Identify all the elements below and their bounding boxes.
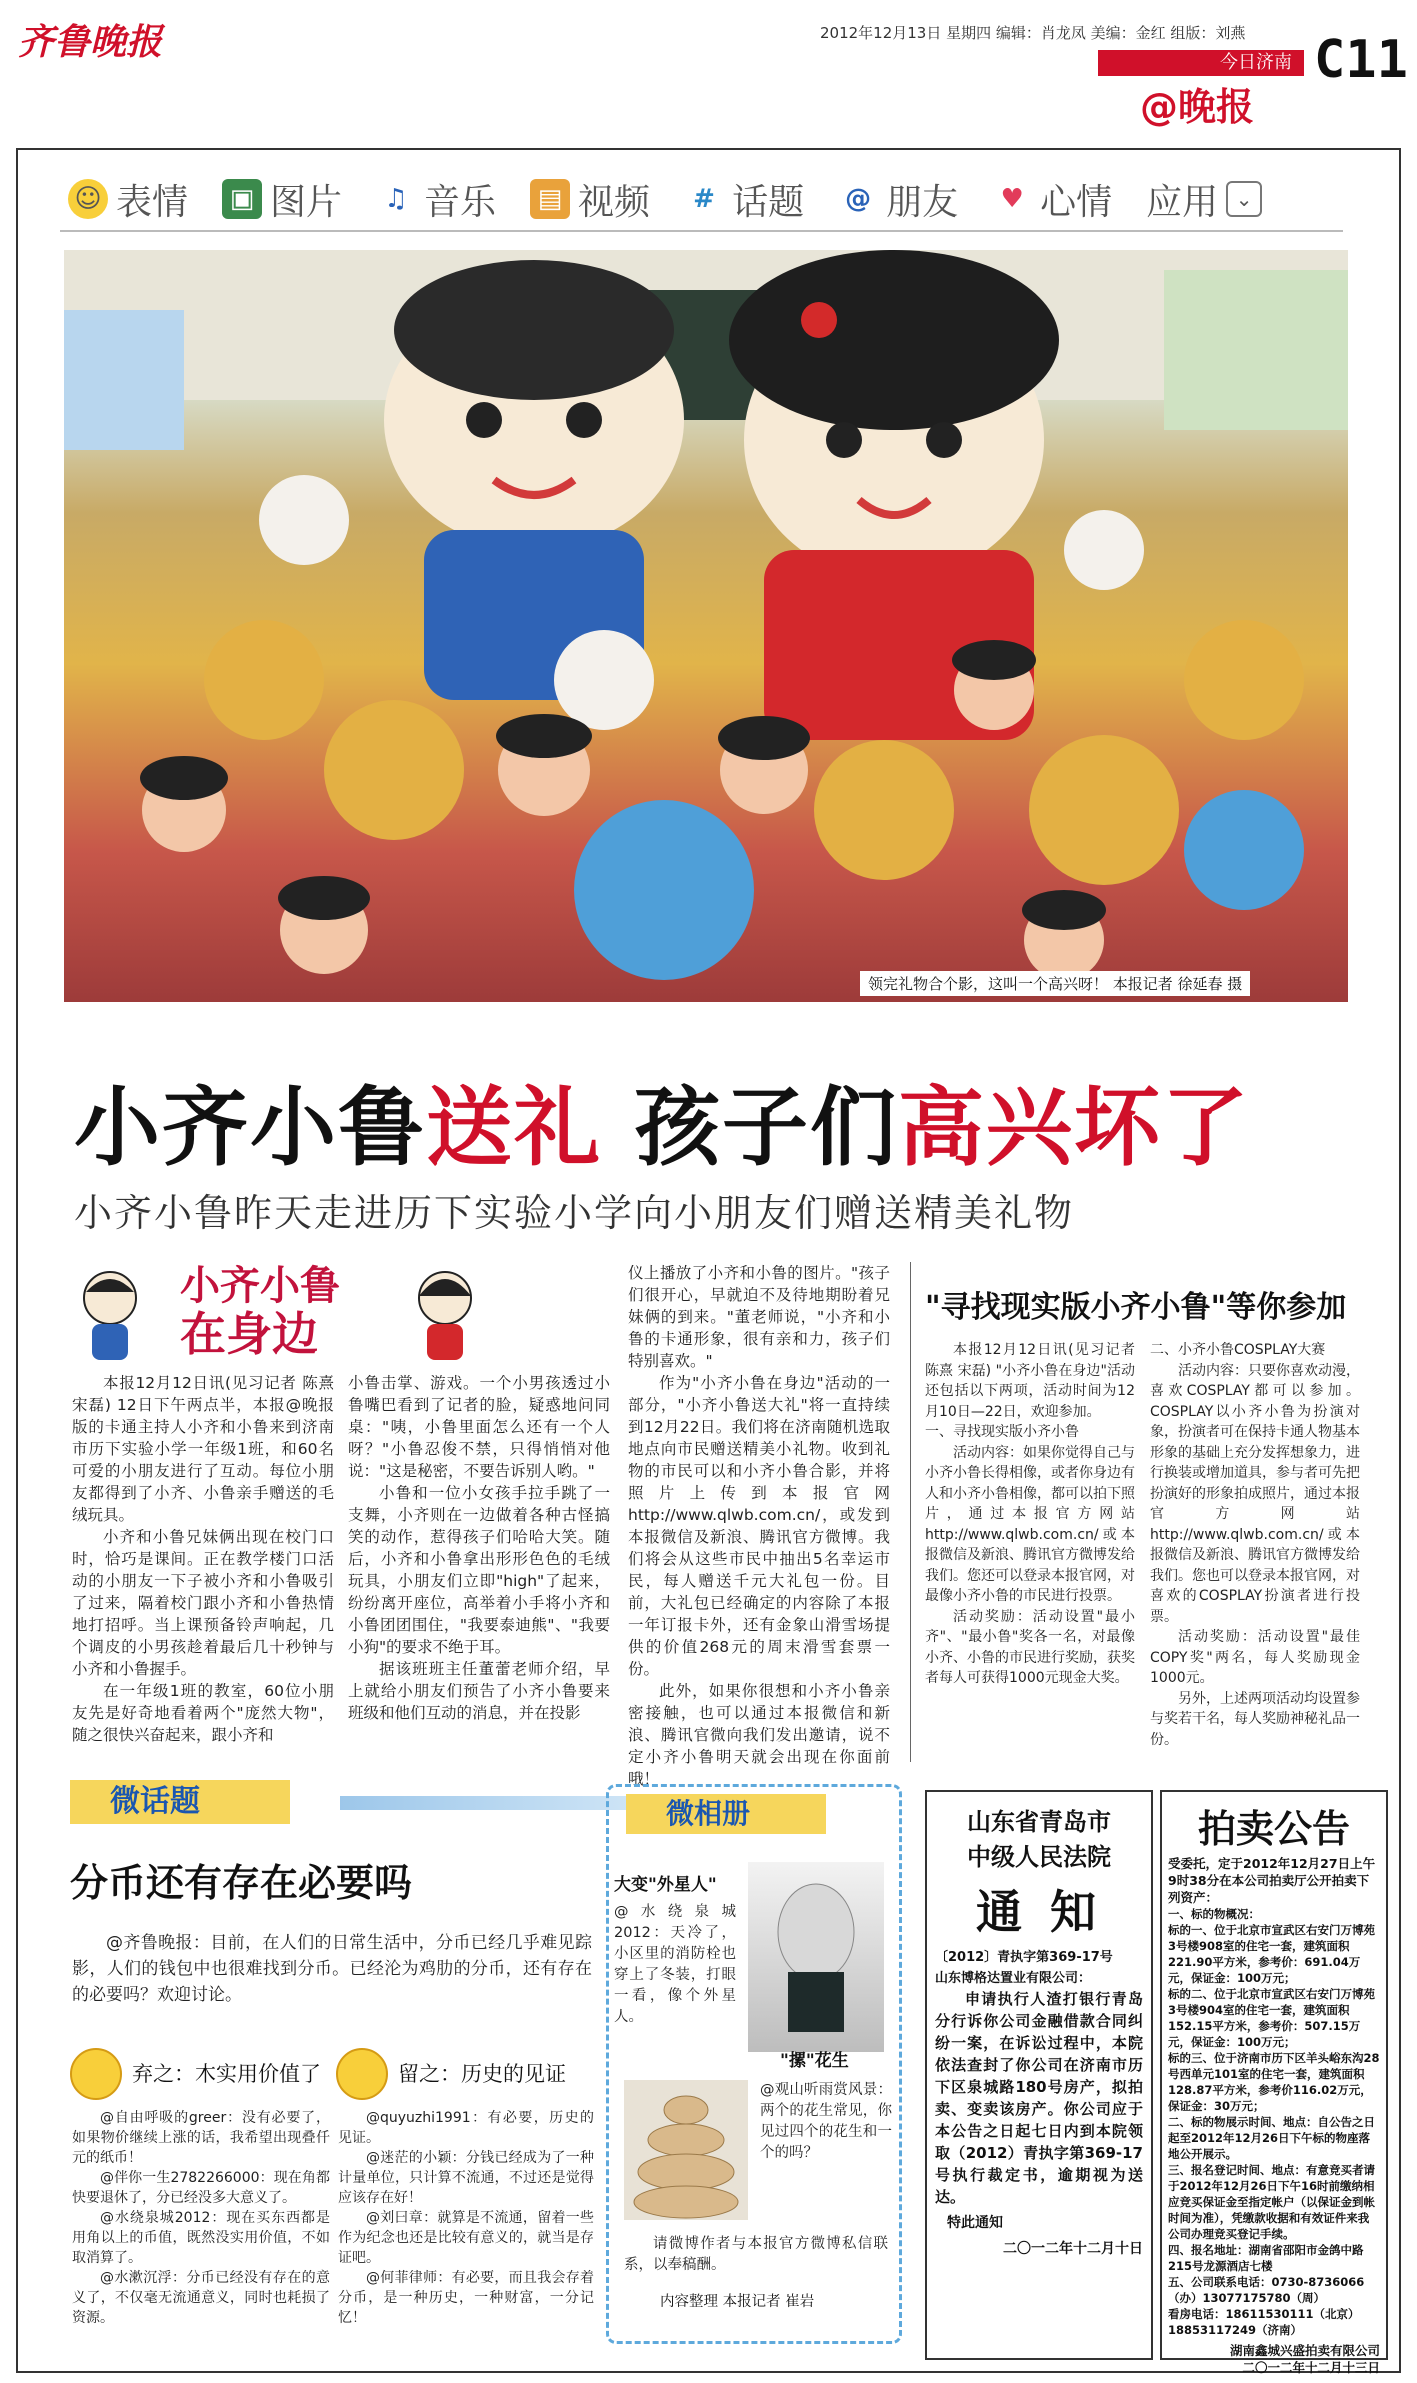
toolbar-label: 视频 (578, 181, 651, 223)
toolbar-item-emoticon[interactable] (60, 170, 196, 229)
court-notice (925, 1790, 1153, 2360)
column-divider (910, 1262, 911, 1762)
paragraph: 另外，上述两项活动均设置参与奖若干名，每人奖励神秘礼品一份。 (1150, 1690, 1360, 1748)
story-column-3 (628, 1262, 890, 1790)
toolbar-label: 表情 (116, 181, 189, 223)
notice-heading: 通 知 (975, 1885, 1102, 1939)
photo-caption: 领完礼物合个影，这叫一个高兴呀！ 本报记者 徐延春 摄 (860, 971, 1250, 996)
weibo-post: @迷茫的小颖：分钱已经成为了一种计量单位，只计算不流通，不过还是觉得应该存在好！ (338, 2150, 594, 2206)
paragraph: 据该班班主任董蕾老师介绍，早上就给小朋友们预告了小齐小鲁要来班级和他们互动的消息，并在投影 (348, 1660, 610, 1722)
decorative-stripe (340, 1796, 640, 1810)
sidebar-story-title: "寻找现实版小齐小鲁"等你参加 (925, 1290, 1347, 1325)
at-icon: @ (845, 184, 872, 214)
toolbar-label: 音乐 (424, 181, 497, 223)
paragraph: 小齐和小鲁兄妹俩出现在校门口时，恰巧是课间。正在教学楼门口活动的小朋友一下子被小齐和小鲁吸引了过来，隔着校门跟小齐和小鲁热情地打招呼。当上课预备铃声响起，几个调皮的小男孩趁着最后几十秒钟与小齐和小鲁握手。 (72, 1528, 334, 1678)
weixiangce-tag: 微相册 (626, 1794, 826, 1834)
auction-item: 二、标的物展示时间、地点：自公告之日起至2012年12月26日下午标的物座落地公开展示。 (1168, 2115, 1375, 2161)
court-closing: 特此通知 (947, 2215, 1003, 2231)
logo-line: 小齐小鲁 (180, 1263, 340, 1309)
logo-line: 在身边 (180, 1307, 318, 1361)
heart-icon: ♥ (1000, 184, 1024, 214)
auction-date: 二〇一二年十二月十三日 (1242, 2360, 1380, 2375)
weihuati-bar (70, 1780, 590, 1824)
hydrant-photo (748, 1862, 884, 2052)
auction-title: 拍卖公告 (1197, 1807, 1350, 1851)
paragraph: 活动内容：只要你喜欢动漫，喜欢COSPLAY都可以参加。COSPLAY以小齐小鲁为扮演对象，扮演者可在保持卡通人物基本形象的基础上充分发挥想象力，进行换装或增加道具，参与者可先把扮演好的形象拍成照片，通过本报官方网站http://www.qlwb.com.cn/或本报微信及新浪、腾讯官方微博发给我们。您也可以登录本报官网，对喜欢的COSPLAY扮演者进行投票。 (1150, 1362, 1360, 1625)
hydrant-illustration (748, 1862, 884, 2052)
photo1-title: 大变"外星人" (614, 1875, 717, 1895)
auction-item: 一、标的物概况： (1168, 1907, 1260, 1921)
paragraph: 本报12月12日讯(见习记者 陈熹 宋磊) "小齐小鲁在身边"活动还包括以下两项，活动时间为12月10日—22日，欢迎参加。 (925, 1342, 1135, 1420)
tv-icon: ▤ (530, 179, 570, 219)
court-date: 二〇一二年十二月十日 (1003, 2241, 1143, 2257)
weibo-post: @水漱沉浮：分币已经没有存在的意义了，不仅毫无流通意义，同时也耗损了资源。 (72, 2270, 330, 2326)
paragraph: 活动奖励：活动设置"最小齐"、"最小鲁"奖各一名，对最像小齐、小鲁的市民进行奖励，获奖者每人可获得1000元现金大奖。 (925, 1608, 1135, 1686)
auction-item: 标的一、位于北京市宣武区右安门万博苑3号楼908室的住宅一套，建筑面积221.90平方米，参考价：691.04万元，保证金：100万元； (1168, 1923, 1375, 1985)
toolbar-label: 朋友 (886, 181, 959, 223)
headline (74, 1058, 1250, 1182)
music-note-icon: ♫ (384, 184, 408, 214)
social-toolbar (60, 168, 1343, 232)
auction-items (1162, 1906, 1386, 2338)
paragraph: 小鲁和一位小女孩手拉手跳了一支舞，小齐则在一边做着各种古怪搞笑的动作，惹得孩子们哈哈大笑。随后，小齐和小鲁拿出形形色色的毛绒玩具，小朋友们立即"high"了起来，纷纷离开座位，高举着小手将小齐和小鲁团团围住，"我要泰迪熊"、"我要小狗"的要求不绝于耳。 (348, 1484, 610, 1656)
paragraph: 一、寻找现实版小齐小鲁 (925, 1424, 1079, 1440)
story-column-1 (72, 1372, 334, 1746)
sidebar-column-2 (1150, 1340, 1360, 1750)
toolbar-item-mood[interactable] (984, 170, 1120, 229)
auction-item: 五、公司联系电话：0730-8736066（办）13077175780（周） (1168, 2275, 1365, 2305)
toolbar-item-apps[interactable] (1138, 170, 1270, 229)
section-banner: 今日济南 (1098, 50, 1304, 76)
smiley-icon (70, 2048, 122, 2100)
paragraph: 小鲁击掌、游戏。一个小男孩透过小鲁嘴巴看到了记者的脸，疑惑地问同桌："咦，小鲁里面怎么还有一个人呀？"小鲁忍俊不禁，只得悄悄对他说："这是秘密，不要告诉别人哟。" (348, 1374, 610, 1480)
auction-item: 标的二、位于北京市宣武区右安门万博苑3号楼904室的住宅一套，建筑面积152.15平方米，参考价：507.15万元，保证金：100万元； (1168, 1987, 1375, 2049)
weihuati-intro (72, 1930, 592, 2008)
auction-item: 看房电话：18611530111（北京）18853117249（济南） (1168, 2307, 1360, 2337)
dateline: 2012年12月13日 星期四 编辑：肖龙凤 美编：金红 组版：刘燕 (820, 24, 1246, 42)
auction-intro: 受委托，定于2012年12月27日上午9时38分在本公司拍卖厅公开拍卖下列资产： (1168, 1856, 1376, 1905)
column-logo-text (180, 1262, 340, 1361)
toolbar-item-music[interactable] (368, 170, 504, 229)
weibo-post: @自由呼吸的greer：没有必要了，如果物价继续上涨的话，我希望出现叠仟元的纸币！ (72, 2110, 330, 2166)
page-number: C11 (1314, 30, 1408, 90)
paragraph: 此外，如果你很想和小齐小鲁亲密接触，也可以通过本报微信和新浪、腾讯官微向我们发出邀请，说不定小齐小鲁明天就会出现在你面前哦！ (628, 1682, 890, 1788)
weihuati-tag (70, 1780, 290, 1824)
auction-item: 三、报名登记时间、地点：有意竞买者请于2012年12月26日下午16时前缴纳相应竞买保证金至指定帐户（以保证金到帐时间为准），凭缴款收据和有效证件来我公司办理竞买登记手续。 (1168, 2163, 1375, 2241)
weibo-post: @何菲律师：有必要，而且我会存着分币，是一种历史，一种财富，一分记忆！ (338, 2270, 594, 2326)
section-brand: @晚报 (1140, 85, 1255, 129)
paragraph: 二、小齐小鲁COSPLAY大赛 (1150, 1342, 1326, 1358)
column-logo (70, 1262, 490, 1366)
paragraph: @水绕泉城2012：天冷了，小区里的消防栓也穿上了冬装，打眼一看，像个外星人。 (614, 1904, 736, 2025)
keep-label: 留之：历史的见证 (398, 2062, 566, 2086)
toolbar-label: 话题 (732, 181, 805, 223)
paragraph: 请微博作者与本报官方微博私信联系，以奉稿酬。 (624, 2236, 888, 2273)
photo2-text (760, 2080, 892, 2164)
paragraph: 活动内容：如果你觉得自己与小齐小鲁长得相像，或者你身边有人和小齐小鲁相像，都可以拍下照片，通过本报官方网站http://www.qlwb.com.cn/或本报微信及新浪、腾讯官方微博发给我们。您还可以登录本报官网，对最像小齐小鲁的市民进行投票。 (925, 1444, 1135, 1604)
toolbar-item-friend[interactable] (830, 170, 966, 229)
story-column-2 (348, 1372, 610, 1724)
weibo-post: @quyuzhi1991：有必要，历史的见证。 (338, 2110, 594, 2146)
discard-posts (72, 2108, 330, 2328)
sidebar-column-1 (925, 1340, 1135, 1689)
peanut-illustration (624, 2080, 748, 2220)
newspaper-masthead: 齐鲁晚报 (18, 21, 163, 63)
party-name: 山东博格达置业有限公司： (935, 1971, 1092, 1986)
toolbar-label: 心情 (1040, 181, 1113, 223)
weibo-post: @水绕泉城2012：现在买东西都是用角以上的币值，既然没实用价值，不如取消算了。 (72, 2210, 330, 2266)
court-title-2: 中级人民法院 (967, 1843, 1111, 1871)
headline-highlight: 高兴坏了 (897, 1078, 1250, 1178)
photo-illustration (64, 250, 1348, 1002)
peanut-photo (624, 2080, 748, 2220)
photo1-text (614, 1902, 736, 2028)
auction-item: 四、报名地址：湖南省邵阳市金鸽中路215号龙源酒店七楼 (1168, 2243, 1364, 2273)
court-title-1: 山东省青岛市 (967, 1808, 1111, 1836)
smiley-icon: ☺ (68, 179, 108, 219)
keep-posts (338, 2108, 594, 2328)
grin-icon (336, 2048, 388, 2100)
headline-part: 小齐小鲁 (74, 1078, 426, 1178)
auction-company: 湖南鑫城兴盛拍卖有限公司 (1229, 2343, 1380, 2358)
auction-item: 标的三、位于济南市历下区羊头峪东沟28号西单元101室的住宅一套，建筑面积128.87平方米，参考价116.02万元，保证金：30万元； (1168, 2051, 1380, 2113)
picture-icon: ▣ (222, 179, 262, 219)
weixiangce-footer (624, 2234, 888, 2276)
toolbar-item-picture[interactable] (214, 170, 350, 229)
auction-notice (1160, 1790, 1388, 2375)
case-number: 〔2012〕青执字第369-17号 (935, 1950, 1113, 1965)
weibo-post: @刘曰章：就算是不流通，留着一些作为纪念也还是比较有意义的，就当是存证吧。 (338, 2210, 594, 2266)
headline-highlight: 送礼 (426, 1078, 602, 1178)
paragraph: 在一年级1班的教室，60位小朋友先是好奇地看着两个"庞然大物"，随之很快兴奋起来，跟小齐和 (72, 1682, 334, 1744)
subheadline: 小齐小鲁昨天走进历下实验小学向小朋友们赠送精美礼物 (74, 1191, 1075, 1235)
toolbar-label: 应用 (1146, 181, 1219, 223)
chevron-down-icon: ⌄ (1226, 181, 1262, 217)
toolbar-item-topic[interactable] (676, 170, 812, 229)
discard-label: 弃之：木实用价值了 (132, 2062, 321, 2086)
paragraph: 活动奖励：活动设置"最佳COPY奖"两名，每人奖励现金1000元。 (1150, 1629, 1360, 1686)
headline-part: 孩子们 (602, 1078, 898, 1178)
main-photo (64, 250, 1348, 1002)
tag-label: 微话题 (110, 1784, 200, 1819)
toolbar-label: 图片 (270, 181, 343, 223)
paragraph: @齐鲁晚报：目前，在人们的日常生活中，分币已经几乎难见踪影，人们的钱包中也很难找到分币。已经沦为鸡肋的分币，还有存在的必要吗？欢迎讨论。 (72, 1933, 592, 2005)
weibo-post: @伴你一生2782266000：现在角都快要退休了，分已经没多大意义了。 (72, 2170, 330, 2206)
weixiangce-credit: 内容整理 本报记者 崔岩 (660, 2294, 815, 2310)
photo2-title: "摞"花生 (780, 2051, 849, 2071)
paragraph: 仪上播放了小齐和小鲁的图片。"孩子们很开心，早就迫不及待地期盼着兄妹俩的到来。"董老师说，"小齐和小鲁的卡通形象，很有亲和力，孩子们特别喜欢。" (628, 1264, 890, 1370)
paragraph: 本报12月12日讯(见习记者 陈熹 宋磊) 12日下午两点半，本报@晚报版的卡通主持人小齐和小鲁来到济南市历下实验小学一年级1班，和60名可爱的小朋友进行了互动。每位小朋友都得到了小齐、小鲁亲手赠送的毛绒玩具。 (72, 1374, 334, 1524)
court-body: 申请执行人渣打银行青岛分行诉你公司金融借款合同纠纷一案，在诉讼过程中，本院依法查封了你公司在济南市历下区泉城路180号房产，拟拍卖、变卖该房产。你公司应于本公告之日起七日内到本院领取（2012）青执字第369-17号执行裁定书，逾期视为送达。 (935, 1990, 1143, 2206)
weihuati-title: 分币还有存在必要吗 (70, 1861, 413, 1905)
toolbar-item-video[interactable] (522, 170, 658, 229)
hashtag-icon: # (693, 184, 715, 214)
paragraph: @观山听雨赏风景：两个的花生常见，你见过四个的花生和一个的吗？ (760, 2082, 892, 2161)
paragraph: 作为"小齐小鲁在身边"活动的一部分，"小齐小鲁送大礼"将一直持续到12月22日。我们将在济南随机选取地点向市民赠送精美小礼物。收到礼物的市民可以和小齐小鲁合影，并将照片上传到本报官网http://www.qlwb.com.cn/，或发到本报微信及新浪、腾讯官方微博。我们将会从这些市民中抽出5名幸运市民，每人赠送千元大礼包一份。目前，大礼包已经确定的内容除了本报一年订报卡外，还有金象山滑雪场提供的价值268元的周末滑雪套票一份。 (628, 1374, 890, 1678)
